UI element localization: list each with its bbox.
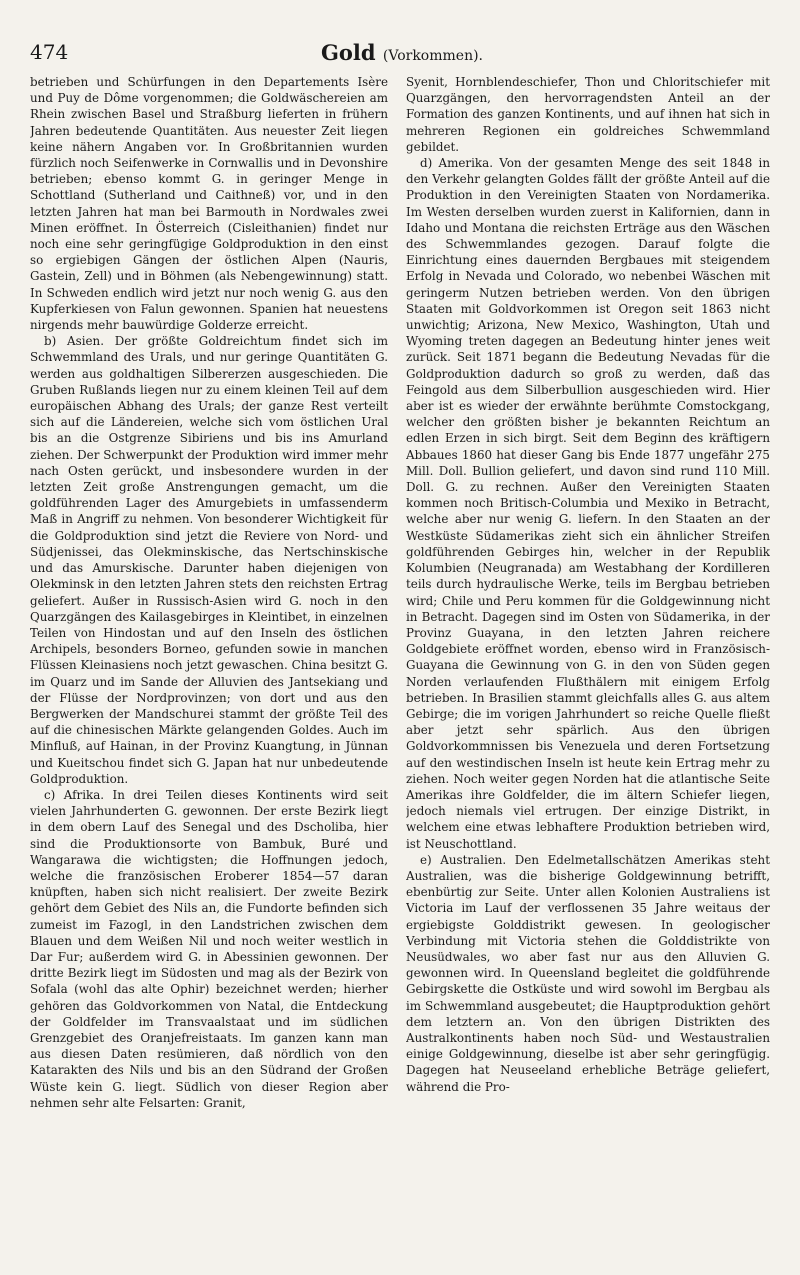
right-column [406,74,770,1269]
left-column [30,74,388,1269]
page-header [30,40,774,70]
paragraph-africa: c) Afrika. In drei Teilen dieses Kontinents wird seit vielen Jahrhunderten G. gewonnen. Der erste Bezirk liegt in dem obern Lauf des Senegal und des Dscholiba, hier sind die Produktionsorte von Bambuk, Buré und Wangarawa die wichtigsten; die Hoffnungen jedoch, welche die französischen Eroberer 1854—57 daran knüpften, haben sich nicht realisiert. Der zweite Bezirk gehört dem Gebiet des Nils an, die Fundorte befinden sich zumeist im Fazogl, in den Landstrichen zwischen dem Blauen und dem Weißen Nil und noch weiter westlich in Dar Fur; außerdem wird G. in Abessinien gewonnen. Der dritte Bezirk liegt im Südosten und mag als der Bezirk von Sofala (wohl das alte Ophir) bezeichnet werden; hierher gehören das Goldvorkommen von Natal, die Entdeckung der Goldfelder im Transvaalstaat und im südlichen Grenzgebiet des Oranjefreistaats. Im ganzen kann man aus diesen Daten resümieren, daß nördlich von den Katarakten des Nils und bis an den Südrand der Großen Wüste kein G. liegt. Südlich von dieser Region aber nehmen sehr alte Felsarten: Granit, [30,787,388,1110]
paragraph-africa-continued: Syenit, Hornblendeschiefer, Thon und Chloritschiefer mit Quarzgängen, den hervorragendsten Anteil an der Formation des ganzen Kontinents, und auf ihnen hat sich in mehreren Regionen ein goldreiches Schwemmland gebildet. [406,75,770,154]
paragraph-australia: e) Australien. Den Edelmetallschätzen Amerikas steht Australien, was die bisherige Goldgewinnung betrifft, ebenbürtig zur Seite. Unter allen Kolonien Australiens ist Victoria im Lauf der verflossenen 35 Jahre weitaus der ergiebigste Golddistrikt gewesen. In geologischer Verbindung mit Victoria stehen die Golddistrikte von Neusüdwales, wo aber fast nur aus den Alluvien G. gewonnen wird. In Queensland begleitet die goldführende Gebirgskette die Ostküste und wird sowohl im Bergbau als im Schwemmland ausgebeutet; die Hauptproduktion gehört dem letztern an. Von den übrigen Distrikten des Australkontinents haben noch Süd- und Westaustralien einige Goldgewinnung, dieselbe ist aber sehr geringfügig. Dagegen hat Neuseeland erhebliche Beträge geliefert, während die Pro- [406,852,770,1094]
running-title-sub: (Vorkommen). [382,48,483,64]
paragraph-europe-continued: betrieben und Schürfungen in den Departements Isère und Puy de Dôme vorgenommen; die Goldwäschereien am Rhein zwischen Basel und Straßburg lieferten in frühern Jahren bedeutende Quantitäten. Aus neuester Zeit liegen keine nähern Angaben vor. In Großbritannien wurden fürzlich noch Seifenwerke in Cornwallis und in Devonshire betrieben; ebenso kommt G. in geringer Menge in Schottland (Sutherland und Caithneß) vor, und in den letzten Jahren hat man bei Barmouth in Nordwales zwei Minen eröffnet. In Österreich (Cisleithanien) findet nur noch eine sehr geringfügige Goldproduktion in den einst so ergiebigen Gängen der östlichen Alpen (Nauris, Gastein, Zell) und in Böhmen (als Nebengewinnung) statt. In Schweden endlich wird jetzt nur noch wenig G. aus den Kupferkiesen von Falun gewonnen. Spanien hat neuestens nirgends mehr bauwürdige Golderze erreicht. [30,75,388,333]
paragraph-asia: b) Asien. Der größte Goldreichtum findet sich im Schwemmland des Urals, und nur geringe Quantitäten G. werden aus goldhaltigen Silbererzen ausgeschieden. Die Gruben Rußlands liegen nur zu einem kleinen Teil auf dem europäischen Abhang des Urals; der ganze Rest verteilt sich auf die Ländereien, welche sich vom östlichen Ural bis an die Ostgrenze Sibiriens und bis ins Amurland ziehen. Der Schwerpunkt der Produktion wird immer mehr nach Osten gerückt, und insbesondere wurden in der letzten Zeit große Anstrengungen gemacht, um die goldführenden Lager des Amurgebiets in umfassenderm Maß in Angriff zu nehmen. Von besonderer Wichtigkeit für die Goldproduktion sind jetzt die Reviere von Nord- und Südjenissei, das Olekminskische, das Nertschinskische und das Amurskische. Darunter haben diejenigen von Olekminsk in den letzten Jahren stets den reichsten Ertrag geliefert. Außer in Russisch-Asien wird G. noch in den Quarzgängen des Kailasgebirges in Kleintibet, in einzelnen Teilen von Hindostan und auf den Inseln des östlichen Archipels, besonders Borneo, gefunden sowie in manchen Flüssen Kleinasiens noch jetzt gewaschen. China besitzt G. im Quarz und im Sande der Alluvien des Jantsekiang und der Flüsse der Nordprovinzen; von dort und aus den Bergwerken der Mandschurei stammt der größte Teil des auf die chinesischen Märkte gelangenden Goldes. Auch im Minfluß, auf Hainan, in der Provinz Kuangtung, in Jünnan und Kueitschou findet sich G. Japan hat nur unbedeutende Goldproduktion. [30,334,388,786]
running-title-main: Gold [320,40,376,65]
running-title [30,40,774,65]
page-number: 474 [30,40,69,64]
paragraph-america: d) Amerika. Von der gesamten Menge des seit 1848 in den Verkehr gelangten Goldes fällt der größte Anteil auf die Produktion in den Vereinigten Staaten von Nordamerika. Im Westen derselben wurden zuerst in Kalifornien, dann in Idaho und Montana die reichsten Erträge aus den Wäschen des Schwemmlandes gezogen. Darauf folgte die Einrichtung eines dauernden Bergbaues mit steigendem Erfolg in Nevada und Colorado, wo nebenbei Wäschen mit geringerm Nutzen betrieben werden. Von den übrigen Staaten mit Goldvorkommen ist Oregon seit 1863 nicht unwichtig; Arizona, New Mexico, Washington, Utah und Wyoming treten dagegen an Bedeutung hinter jenes weit zurück. Seit 1871 begann die Bedeutung Nevadas für die Goldproduktion dadurch so groß zu werden, daß das Feingold aus dem Silberbullion ausgeschieden wird. Hier aber ist es wieder der erwähnte berühmte Comstockgang, welcher den größten bisher je bekannten Reichtum an edlen Erzen in sich birgt. Seit dem Beginn des kräftigern Abbaues 1860 hat dieser Gang bis Ende 1877 ungefähr 275 Mill. Doll. Bullion geliefert, und davon sind rund 110 Mill. Doll. G. zu rechnen. Außer den Vereinigten Staaten kommen noch Britisch-Columbia und Mexiko in Betracht, welche aber nur wenig G. liefern. In den Staaten an der Westküste Südamerikas zieht sich ein ähnlicher Streifen goldführenden Gebirges hin, welcher in der Republik Kolumbien (Neugranada) am Westabhang der Kordilleren teils durch hydraulische Werke, teils im Bergbau betrieben wird; Chile und Peru kommen für die Goldgewinnung nicht in Betracht. Dagegen sind im Osten von Südamerika, in der Provinz Guayana, in den letzten Jahren reichere Goldgebiete eröffnet worden, ebenso wird in Französisch-Guayana die Gewinnung von G. in den von Süden gegen Norden verlaufenden Flußthälern mit einigem Erfolg betrieben. In Brasilien stammt gleichfalls alles G. aus altem Gebirge; die im vorigen Jahrhundert so reiche Quelle fließt aber jetzt sehr spärlich. Aus den übrigen Goldvorkommnissen bis Venezuela und deren Fortsetzung auf den westindischen Inseln ist heute kein Ertrag mehr zu ziehen. Noch weiter gegen Norden hat die atlantische Seite Amerikas ihre Goldfelder, die im ältern Schiefer liegen, jedoch niemals viel ertrugen. Der einzige Distrikt, in welchem eine etwas lebhaftere Produktion betrieben wird, ist Neuschottland. [406,156,770,851]
